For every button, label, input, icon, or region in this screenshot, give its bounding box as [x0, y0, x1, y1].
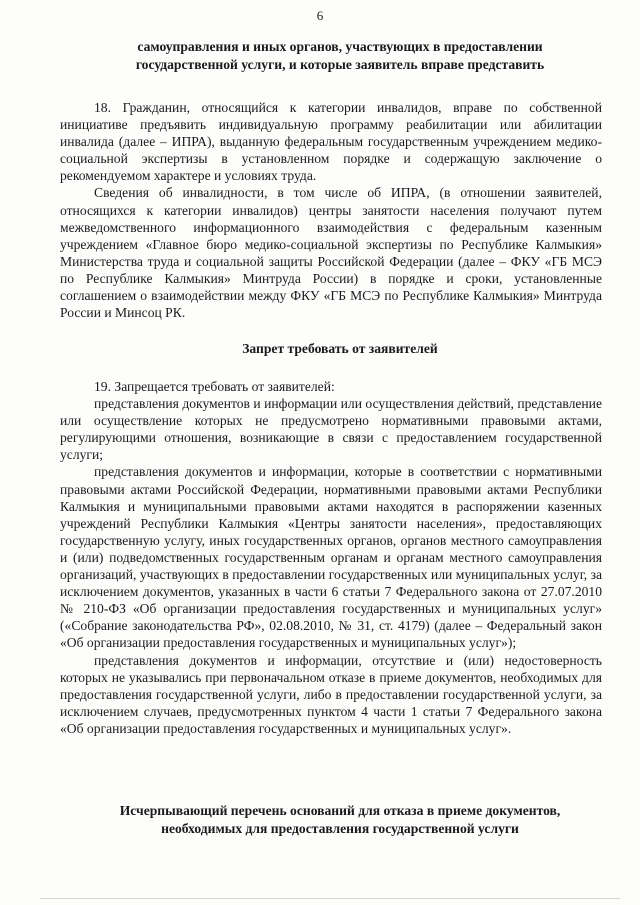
page-number: 6 — [316, 8, 324, 23]
heading-line: самоуправления и иных органов, участвующих в предоставлении — [137, 39, 543, 54]
paragraph: представления документов и информации, которые в соответствии с нормативными правовыми актами Российской Федерации, нормативными правовыми актами Республики Калмыкия и муниципальными правовыми актами находятся в распоряжении казенных учреждений Республики Калмыкия «Центры занятости населения», предоставляющих государственную услугу, иных государственных органов, органов местного самоуправления и (или) подведомственных государственным органам и органам местного самоуправления организаций, участвующих в предоставлении государственных или муниципальных услуг, за исключением документов, указанных в части 6 статьи 7 Федерального закона от 27.07.2010 № 210-ФЗ «Об организации предоставления государственных и муниципальных услуг» («Собрание законодательства РФ», 02.08.2010, № 31, ст. 4179) (далее – Федеральный закон «Об организации предоставления государственных и муниципальных услуг»); — [60, 464, 602, 651]
scan-edge-line — [40, 898, 620, 899]
section-19 — [60, 378, 602, 737]
paragraph: Сведения об инвалидности, в том числе об ИПРА, (в отношении заявителей, относящихся к категории инвалидов) центры занятости населения получают путем межведомственного информационного взаимодействия с федеральным казенным учреждением «Главное бюро медико-социальной экспертизы по Республике Калмыкия» Министерства труда и социальной защиты Российской Федерации (далее – ФКУ «ГБ МСЭ по Республике Калмыкия» Минтруда России) в порядке и сроки, установленные соглашением о взаимодействии между ФКУ «ГБ МСЭ по Республике Калмыкия» Минтруда России и Минсоц РК. — [60, 185, 602, 321]
heading-line: Исчерпывающий перечень оснований для отказа в приеме документов, — [119, 803, 561, 818]
section-heading-documents — [60, 38, 620, 74]
heading-line: государственной услуги, и которые заявитель вправе представить — [135, 57, 545, 72]
paragraph: представления документов и информации, отсутствие и (или) недостоверность которых не указывались при первоначальном отказе в приеме документов, необходимых для предоставления государственной услуги, либо в предоставлении государственной услуги, за исключением случаев, предусмотренных пунктом 4 части 1 статьи 7 Федерального закона «Об организации предоставления государственных и муниципальных услуг». — [60, 652, 602, 736]
section-heading-prohibition: Запрет требовать от заявителей — [242, 341, 438, 356]
paragraph: 19. Запрещается требовать от заявителей: — [94, 379, 335, 394]
heading-line: необходимых для предоставления государственной услуги — [161, 821, 519, 836]
section-heading-refusal-grounds — [60, 802, 620, 838]
section-18 — [60, 99, 602, 321]
paragraph: 18. Гражданин, относящийся к категории инвалидов, вправе по собственной инициативе предъявить индивидуальную программу реабилитации или абилитации инвалида (далее – ИПРА), выданную федеральным государственным учреждением медико-социальной экспертизы в установленном порядке и содержащую заключение о рекомендуемом характере и условиях труда. — [60, 100, 602, 184]
paragraph: представления документов и информации или осуществления действий, представление или осуществление которых не предусмотрено нормативными правовыми актами, регулирующими отношения, возникающие в связи с предоставлением государственной услуги; — [60, 396, 602, 463]
